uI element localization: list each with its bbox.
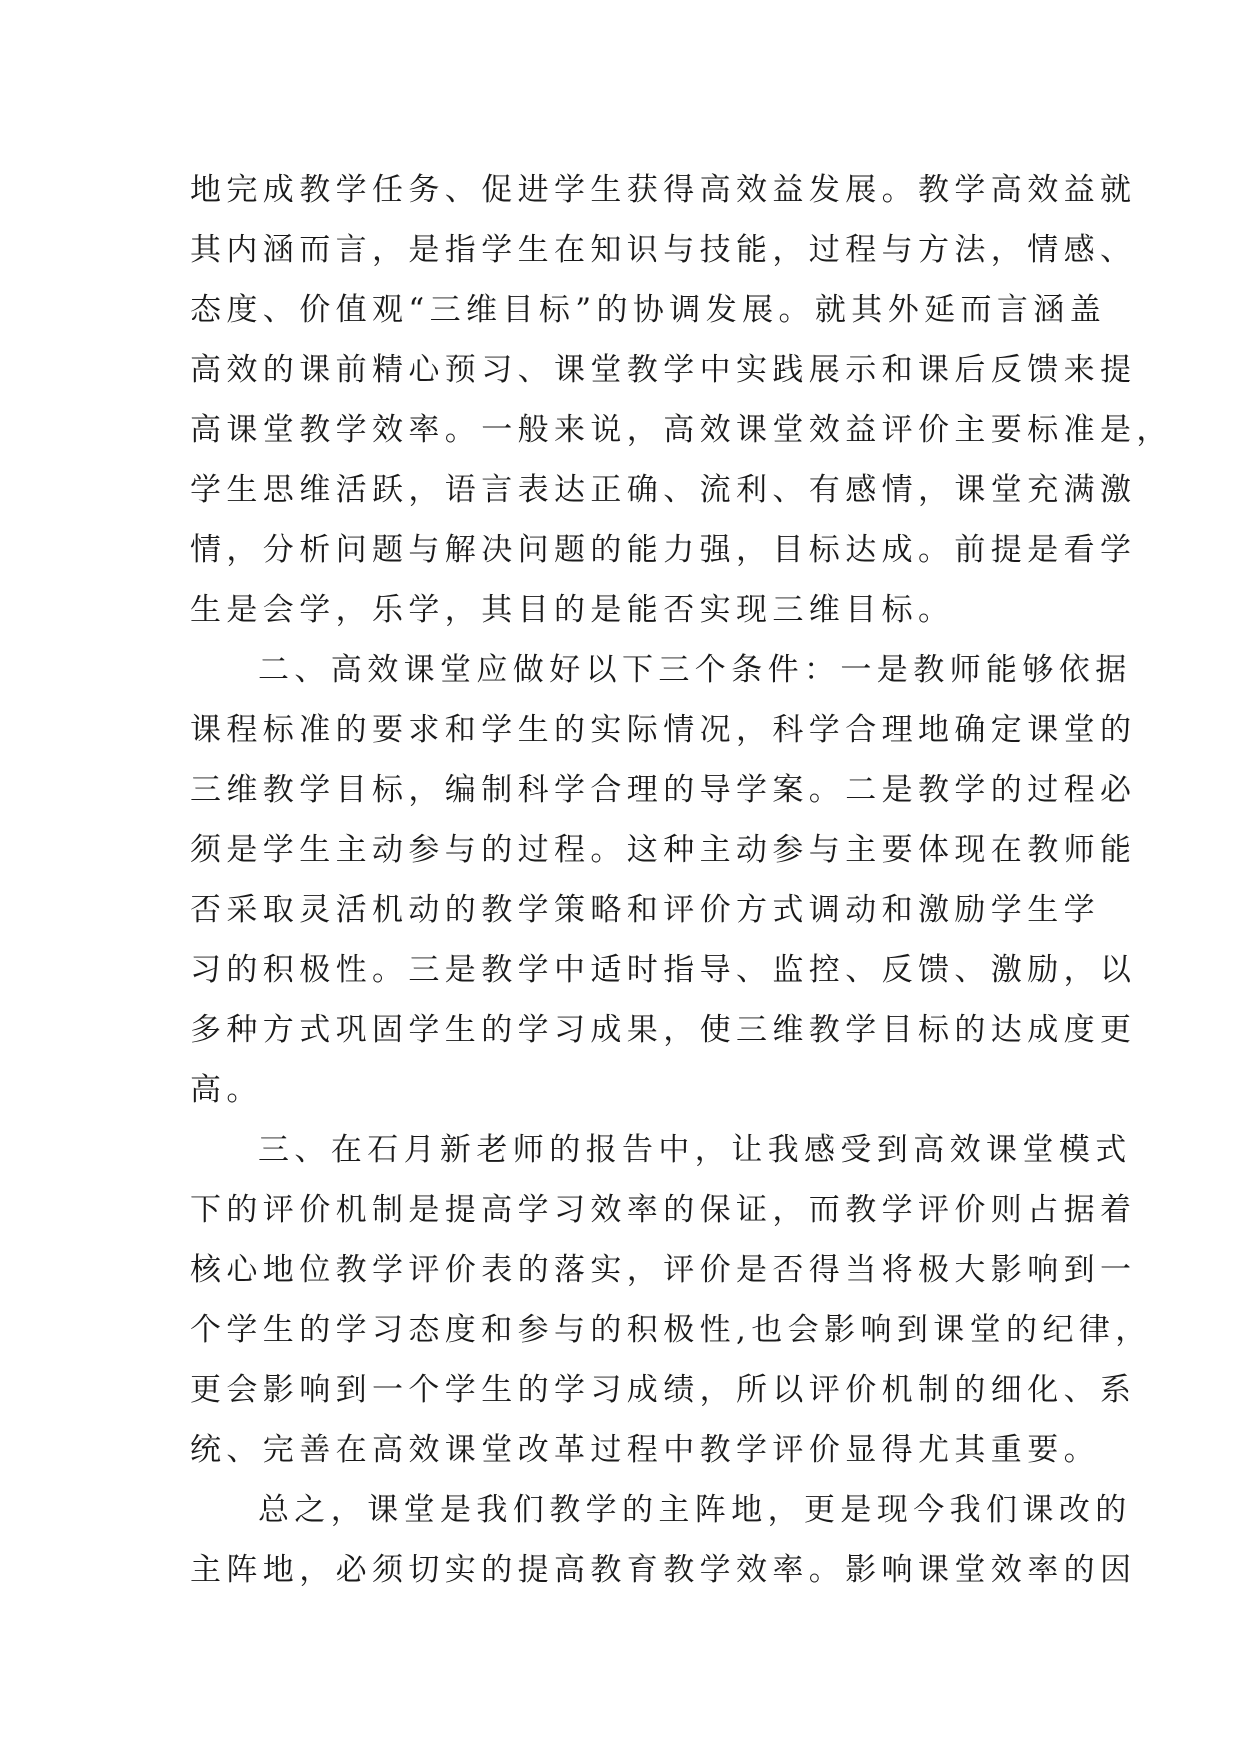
text-line: 其内涵而言，是指学生在知识与技能，过程与方法，情感、 — [190, 232, 1137, 268]
text-line: 地完成教学任务、促进学生获得高效益发展。教学高效益就 — [190, 172, 1137, 208]
text-line: 须是学生主动参与的过程。这种主动参与主要体现在教师能 — [190, 832, 1137, 868]
text-line: 高课堂教学效率。一般来说，高效课堂效益评价主要标准是， — [190, 412, 1173, 448]
text-line: 情，分析问题与解决问题的能力强，目标达成。前提是看学 — [190, 532, 1137, 568]
text-line: 下的评价机制是提高学习效率的保证，而教学评价则占据着 — [190, 1192, 1137, 1228]
text-line: 主阵地，必须切实的提高教育教学效率。影响课堂效率的因 — [190, 1552, 1137, 1588]
paragraph-start-line: 三、在石月新老师的报告中，让我感受到高效课堂模式 — [258, 1132, 1132, 1168]
text-line: 多种方式巩固学生的学习成果，使三维教学目标的达成度更 — [190, 1012, 1137, 1048]
body-text — [190, 160, 1173, 1600]
text-line: 习的积极性。三是教学中适时指导、监控、反馈、激励，以 — [190, 952, 1137, 988]
text-line: 核心地位教学评价表的落实，评价是否得当将极大影响到一 — [190, 1252, 1137, 1288]
paragraph-start-line: 二、高效课堂应做好以下三个条件：一是教师能够依据 — [258, 652, 1132, 688]
text-line: 统、完善在高效课堂改革过程中教学评价显得尤其重要。 — [190, 1432, 1100, 1468]
text-line: 学生思维活跃，语言表达正确、流利、有感情，课堂充满激 — [190, 472, 1137, 508]
paragraph-start-line: 总之，课堂是我们教学的主阵地，更是现今我们课改的 — [258, 1492, 1132, 1528]
text-line: 态度、价值观“三维目标”的协调发展。就其外延而言涵盖 — [190, 292, 1107, 328]
text-line: 高。 — [190, 1072, 263, 1108]
text-line: 三维教学目标，编制科学合理的导学案。二是教学的过程必 — [190, 772, 1137, 808]
text-line: 高效的课前精心预习、课堂教学中实践展示和课后反馈来提 — [190, 352, 1137, 388]
text-line: 个学生的学习态度和参与的积极性,也会影响到课堂的纪律， — [190, 1312, 1152, 1348]
text-line: 课程标准的要求和学生的实际情况，科学合理地确定课堂的 — [190, 712, 1137, 748]
text-line: 否采取灵活机动的教学策略和评价方式调动和激励学生学 — [190, 892, 1100, 928]
text-line: 更会影响到一个学生的学习成绩，所以评价机制的细化、系 — [190, 1372, 1137, 1408]
text-line: 生是会学，乐学，其目的是能否实现三维目标。 — [190, 592, 955, 628]
